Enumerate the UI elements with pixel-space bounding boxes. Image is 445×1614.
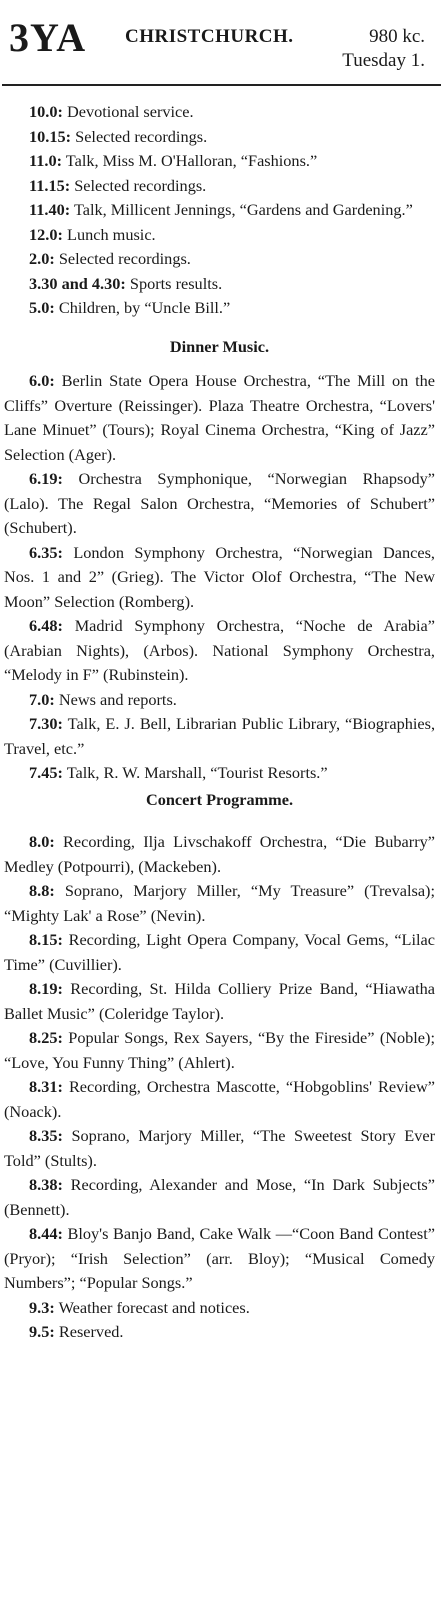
entry-time: 11.40: bbox=[29, 200, 71, 219]
entry-time: 8.19: bbox=[29, 979, 63, 998]
programme-entry bbox=[4, 247, 435, 272]
entry-time: 7.45: bbox=[29, 763, 63, 782]
entry-time: 8.44: bbox=[29, 1224, 63, 1243]
entry-time: 8.8: bbox=[29, 881, 55, 900]
entry-text: Recording, St. Hilda Colliery Prize Band, “Hiawatha Ballet Music” (Coleridge Taylor). bbox=[4, 979, 435, 1023]
entry-time: 6.19: bbox=[29, 469, 63, 488]
programme-entry bbox=[4, 296, 435, 321]
programme-entry bbox=[4, 1296, 435, 1321]
entry-time: 6.0: bbox=[29, 371, 55, 390]
programme-entry bbox=[4, 198, 435, 223]
programme-entry bbox=[4, 1222, 435, 1296]
entry-text: News and reports. bbox=[58, 689, 177, 709]
programme-entry bbox=[4, 369, 435, 467]
entry-time: 8.31: bbox=[29, 1077, 63, 1096]
entry-time: 8.15: bbox=[29, 930, 63, 949]
programme-entry bbox=[4, 879, 435, 928]
entry-time: 9.5: bbox=[29, 1322, 55, 1341]
entry-text: Weather forecast and notices. bbox=[58, 1297, 250, 1317]
programme-entry bbox=[4, 928, 435, 977]
programme-entry bbox=[4, 614, 435, 688]
entry-text: Talk, Miss M. O'Halloran, “Fashions.” bbox=[65, 151, 318, 170]
programme-entry bbox=[4, 1124, 435, 1173]
entry-time: 5.0: bbox=[29, 298, 55, 317]
entry-text: Orchestra Symphonique, “Norwegian Rhapsody” (Lalo). The Regal Salon Orchestra, “Memories of Schubert” (Schubert). bbox=[4, 469, 435, 537]
programme-entry bbox=[4, 174, 435, 199]
entry-text: Berlin State Opera House Orchestra, “The Mill on the Cliffs” Overture (Reissinger). Plaza Theatre Orchestra, “Lovers' Lane Minuet” (Tours); Royal Cinema Orchestra, “King of Jazz” Selection (Ager). bbox=[4, 371, 436, 464]
entry-time: 9.3: bbox=[29, 1297, 55, 1317]
programme-day: Tuesday 1. bbox=[342, 50, 425, 71]
entry-time: 6.35: bbox=[29, 542, 63, 562]
entry-time: 7.0: bbox=[29, 689, 55, 709]
dinner-section bbox=[4, 369, 435, 786]
entry-time: 10.0: bbox=[29, 102, 63, 121]
concert-section bbox=[4, 830, 435, 1345]
entry-text: London Symphony Orchestra, “Norwegian Dances, Nos. 1 and 2” (Grieg). The Victor Olof Orchestra, “The New Moon” Selection (Romberg). bbox=[4, 542, 436, 611]
entry-time: 11.15: bbox=[29, 175, 71, 195]
entry-text: Children, by “Uncle Bill.” bbox=[58, 298, 231, 317]
entry-text: Soprano, Marjory Miller, “My Treasure” (Trevalsa); “Mighty Lak' a Rose” (Nevin). bbox=[4, 881, 435, 925]
station-city: CHRISTCHURCH. bbox=[125, 26, 294, 47]
programme-entry bbox=[4, 1173, 435, 1222]
programme-header bbox=[5, 0, 435, 71]
entry-time: 8.38: bbox=[29, 1175, 63, 1194]
entry-text: Talk, R. W. Marshall, “Tourist Resorts.” bbox=[66, 763, 328, 782]
programme-entry bbox=[4, 830, 435, 879]
programme-entry bbox=[4, 712, 435, 761]
entry-time: 2.0: bbox=[29, 249, 55, 268]
entry-time: 8.0: bbox=[29, 832, 55, 851]
entry-time: 12.0: bbox=[29, 224, 63, 244]
entry-text: Soprano, Marjory Miller, “The Sweetest Story Ever Told” (Stults). bbox=[4, 1126, 436, 1170]
concert-programme-heading: Concert Programme. bbox=[145, 789, 294, 809]
entry-time: 10.15: bbox=[29, 126, 72, 146]
entry-time: 7.30: bbox=[29, 714, 63, 733]
header-divider bbox=[2, 84, 441, 86]
entry-text: Selected recordings. bbox=[75, 126, 208, 146]
programme-entry bbox=[4, 688, 435, 713]
entry-time: 3.30 and 4.30: bbox=[29, 273, 126, 293]
entry-text: Recording, Orchestra Mascotte, “Hobgoblins' Review” (Noack). bbox=[4, 1077, 435, 1121]
entry-text: Talk, E. J. Bell, Librarian Public Library, “Biographies, Travel, etc.” bbox=[4, 714, 436, 758]
entry-text: Sports results. bbox=[129, 273, 223, 293]
entry-text: Selected recordings. bbox=[58, 249, 191, 268]
programme-entry bbox=[4, 467, 435, 541]
programme-entry bbox=[4, 149, 435, 174]
entry-text: Talk, Millicent Jennings, “Gardens and Gardening.” bbox=[73, 200, 413, 219]
programme-list bbox=[4, 100, 435, 1345]
entry-text: Reserved. bbox=[58, 1322, 124, 1341]
programme-entry bbox=[4, 1320, 435, 1345]
programme-entry bbox=[4, 272, 435, 297]
programme-entry bbox=[4, 1075, 435, 1124]
entry-text: Recording, Alexander and Mose, “In Dark Subjects” (Bennett). bbox=[4, 1175, 435, 1219]
entry-text: Selected recordings. bbox=[74, 175, 207, 195]
entry-text: Popular Songs, Rex Sayers, “By the Fireside” (Noble); “Love, You Funny Thing” (Ahlert). bbox=[4, 1028, 435, 1072]
programme-entry bbox=[4, 1026, 435, 1075]
entry-time: 11.0: bbox=[29, 151, 63, 170]
programme-entry bbox=[4, 100, 435, 125]
programme-entry bbox=[4, 761, 435, 786]
entry-text: Lunch music. bbox=[67, 224, 156, 244]
programme-entry bbox=[4, 223, 435, 248]
entry-text: Recording, Ilja Livschakoff Orchestra, “Die Bubarry” Medley (Potpourri), (Mackeben). bbox=[4, 832, 435, 876]
dinner-music-heading: Dinner Music. bbox=[169, 336, 270, 356]
station-frequency: 980 kc. bbox=[369, 26, 425, 47]
morning-section bbox=[4, 100, 435, 321]
programme-entry bbox=[4, 977, 435, 1026]
entry-text: Recording, Light Opera Company, Vocal Gems, “Lilac Time” (Cuvillier). bbox=[4, 930, 436, 974]
entry-time: 8.25: bbox=[29, 1028, 63, 1047]
entry-time: 6.48: bbox=[29, 616, 63, 635]
programme-entry bbox=[4, 125, 435, 150]
station-call-sign: 3YA bbox=[9, 15, 87, 60]
entry-time: 8.35: bbox=[29, 1126, 63, 1145]
programme-entry bbox=[4, 541, 435, 615]
entry-text: Madrid Symphony Orchestra, “Noche de Arabia” (Arabian Nights), (Arbos). National Symphony Orchestra, “Melody in F” (Rubinstein). bbox=[4, 616, 436, 684]
entry-text: Bloy's Banjo Band, Cake Walk —“Coon Band Contest” (Pryor); “Irish Selection” (arr. Bloy); “Musical Comedy Numbers”; “Popular Songs.” bbox=[4, 1224, 435, 1292]
entry-text: Devotional service. bbox=[67, 102, 194, 121]
